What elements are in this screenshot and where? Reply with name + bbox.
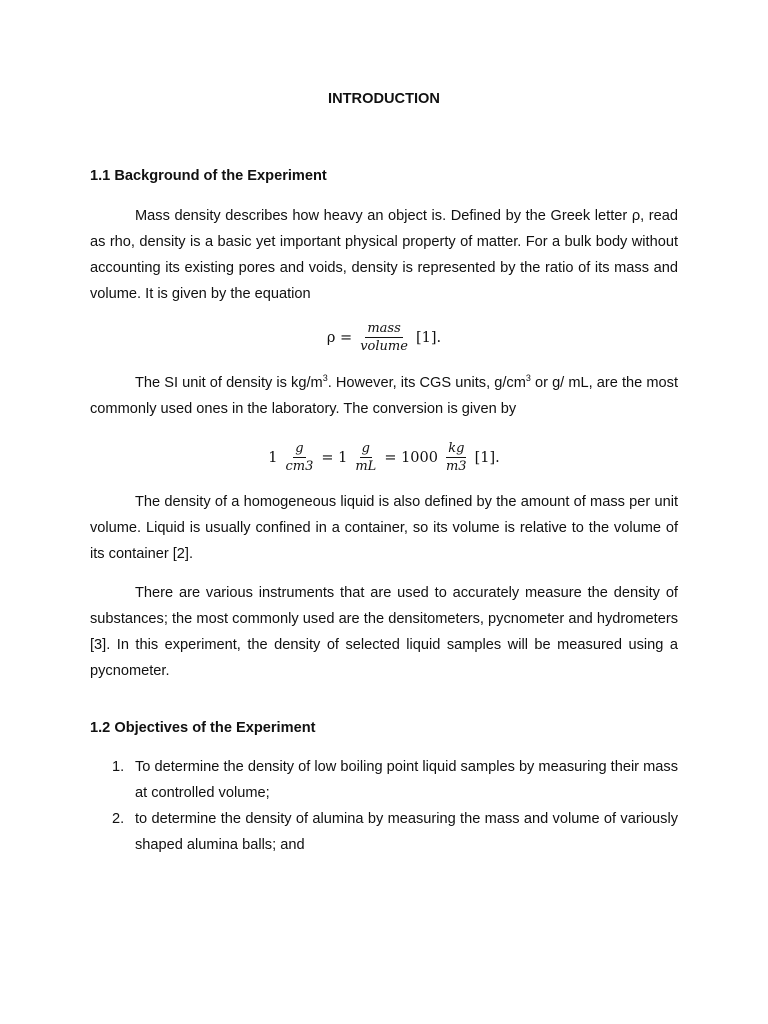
objectives-list	[90, 754, 678, 858]
superscript: 3	[525, 373, 531, 383]
superscript: 3	[322, 373, 328, 383]
equation-conversion	[0, 440, 768, 475]
paragraph-text: There are various instruments that are used to accurately measure the density of substances; the most commonly used are the densitometers, pycnometer and hydrometers [3]. In this experiment, the density of selected liquid samples will be measured using a pycnometer.	[90, 585, 678, 679]
paragraph-text: The SI unit of density is kg/m	[135, 375, 323, 391]
fraction-kg-m3	[444, 440, 469, 475]
fraction-numerator: g	[295, 441, 304, 456]
equation-lhs: ρ =	[326, 329, 353, 346]
section-heading-background: 1.1 Background of the Experiment	[90, 168, 327, 184]
list-item-number: 2.	[112, 811, 125, 827]
list-item	[90, 806, 678, 858]
paragraph-density-definition	[90, 203, 678, 307]
fraction-denominator: cm3	[285, 459, 314, 474]
paragraph-text: . However, its CGS units, g/cm	[327, 375, 526, 391]
list-item-text: To determine the density of low boiling point liquid samples by measuring their mass at controlled volume;	[135, 759, 678, 801]
section-heading-objectives: 1.2 Objectives of the Experiment	[90, 720, 316, 736]
fraction-denominator: m3	[445, 459, 467, 474]
fraction-numerator: kg	[448, 441, 465, 456]
equation-term: = 1000	[384, 449, 438, 466]
fraction-g-cm3	[283, 440, 315, 475]
list-item-text: to determine the density of alumina by measuring the mass and volume of variously shaped alumina balls; and	[135, 811, 678, 853]
paragraph-si-unit	[90, 370, 678, 422]
equation-density	[0, 320, 768, 355]
list-item-number: 1.	[112, 759, 125, 775]
paragraph-text: The density of a homogeneous liquid is also defined by the amount of mass per unit volume. Liquid is usually confined in a container, so its volume is relative to the volume of its container [2].	[90, 494, 678, 562]
paragraph-text: Mass density describes how heavy an object is. Defined by the Greek letter ρ, read as rho, density is a basic yet important physical property of matter. For a bulk body without accounting its existing pores and voids, density is represented by the ratio of its mass and volume. It is given by the equation	[90, 208, 678, 302]
paragraph-text: or g/ mL, are the most commonly used ones in the laboratory. The conversion is given by	[90, 375, 678, 417]
fraction-denominator: mL	[355, 459, 377, 474]
fraction-numerator: g	[361, 441, 370, 456]
equation-term: = 1	[321, 449, 348, 466]
fraction-numerator: mass	[367, 321, 401, 336]
paragraph-instruments	[90, 580, 678, 684]
page-title: INTRODUCTION	[328, 91, 440, 107]
equation-reference: [1].	[474, 449, 500, 466]
fraction-denominator: volume	[360, 339, 408, 354]
fraction-mass-volume	[358, 320, 410, 355]
equation-reference: [1].	[415, 329, 442, 346]
equation-term: 1	[268, 449, 278, 466]
paragraph-homogeneous-liquid	[90, 489, 678, 567]
list-item	[90, 754, 678, 806]
fraction-g-ml	[353, 440, 378, 475]
